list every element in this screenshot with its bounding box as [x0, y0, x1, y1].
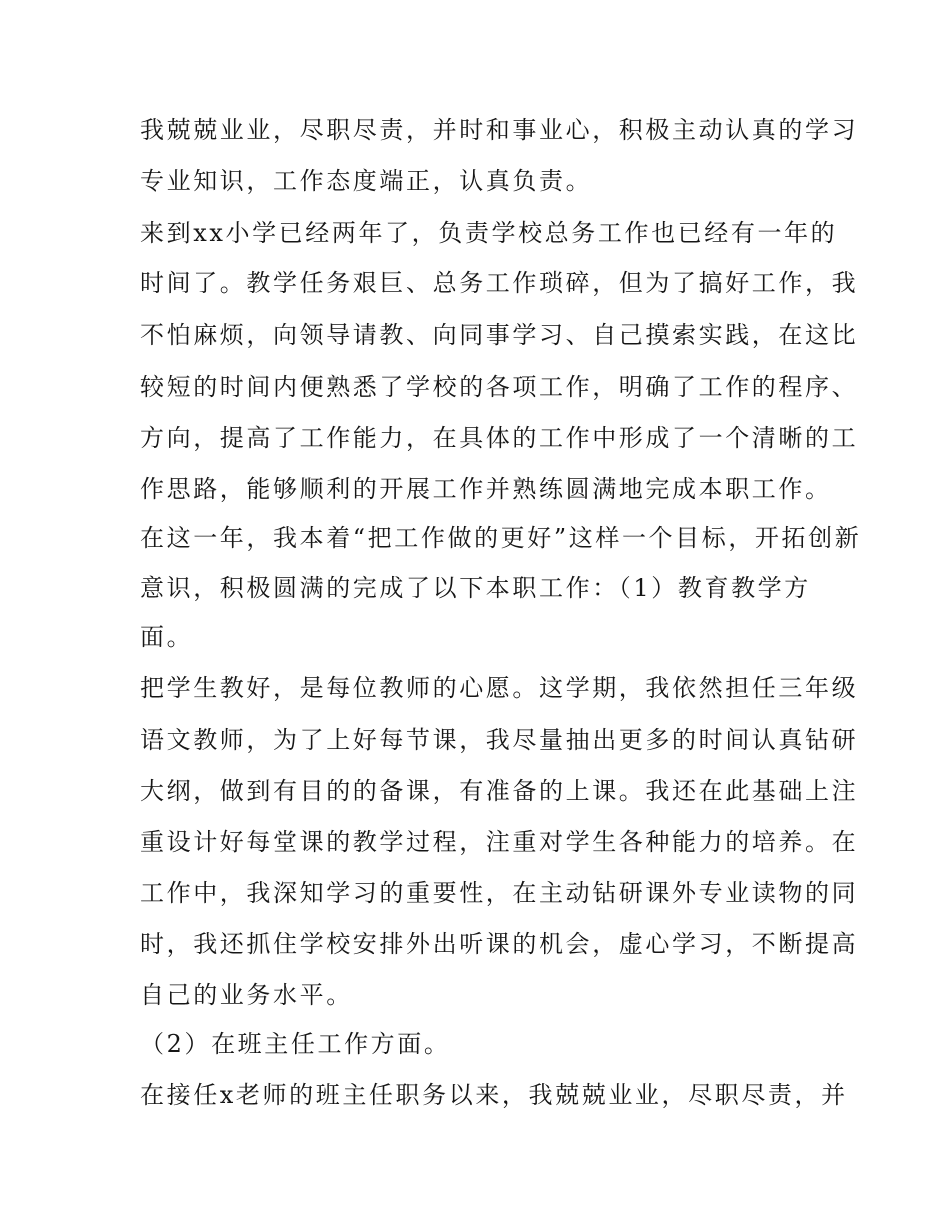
text-line: 自己的业务水平。: [140, 981, 353, 1009]
text-line: 时间了。教学任务艰巨、总务工作琐碎，但为了搞好工作，我: [140, 269, 859, 297]
text-line: 语文教师，为了上好每节课，我尽量抽出更多的时间认真钻研: [140, 726, 859, 754]
text-line: 方向，提高了工作能力，在具体的工作中形成了一个清晰的工: [140, 424, 859, 452]
text-line: 在接任x老师的班主任职务以来，我兢兢业业，尽职尽责，并: [140, 1081, 848, 1109]
text-line: 作思路，能够顺利的开展工作并熟练圆满地完成本职工作。: [140, 475, 832, 503]
text-line: 工作中，我深知学习的重要性，在主动钻研课外专业读物的同: [140, 879, 859, 907]
text-line: 我兢兢业业，尽职尽责，并时和事业心，积极主动认真的学习: [140, 116, 859, 144]
text-line: 不怕麻烦，向领导请教、向同事学习、自己摸索实践，在这比: [140, 321, 859, 349]
text-line: 把学生教好，是每位教师的心愿。这学期，我依然担任三年级: [140, 674, 859, 702]
text-line: 在这一年，我本着“把工作做的更好”这样一个目标，开拓创新: [140, 524, 862, 552]
text-line: 面。: [140, 623, 194, 651]
text-line: 较短的时间内便熟悉了学校的各项工作，明确了工作的程序、: [140, 373, 859, 401]
text-line: 重设计好每堂课的教学过程，注重对学生各种能力的培养。在: [140, 828, 859, 856]
section-heading: （2）在班主任工作方面。: [140, 1030, 451, 1058]
text-line: 专业知识，工作态度端正，认真负责。: [140, 167, 593, 195]
text-line: 时，我还抓住学校安排外出听课的机会，虚心学习，不断提高: [140, 930, 859, 958]
text-line: 大纲，做到有目的的备课，有准备的上课。我还在此基础上注: [140, 777, 859, 805]
text-line: 来到xx小学已经两年了，负责学校总务工作也已经有一年的: [140, 219, 838, 247]
text-line: 意识，积极圆满的完成了以下本职工作：（1）教育教学方: [140, 574, 811, 602]
